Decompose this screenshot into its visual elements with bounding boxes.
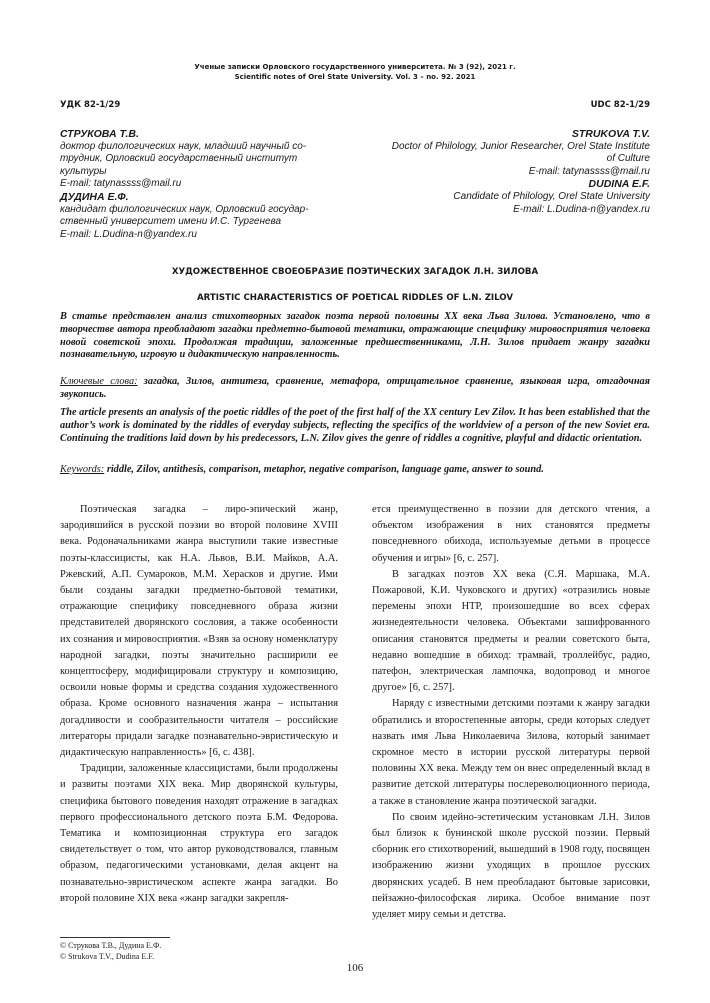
body-paragraph: В загадках поэтов XX века (С.Я. Маршака, М.А. Пожаровой, К.И. Чуковского и других) «отразились новые перемены эпохи НТР, произошедшие во всех сферах жизнедеятельности человека. Объектами зашифрованного описания становятся предметы и реалии советского быта, недавно вошедшие в обиход: трамвай, троллейбус, радио, патефон, электрическая лампочка, водопровод и многое другое» [6, с. 257].: [372, 568, 650, 694]
author2-name-en: DUDINA E.F.: [588, 178, 650, 191]
journal-header: [0, 62, 710, 82]
author2-affiliation-ru-line2: ственный университет имени И.С. Тургенева: [60, 216, 282, 228]
article-title-ru: ХУДОЖЕСТВЕННОЕ СВОЕОБРАЗИЕ ПОЭТИЧЕСКИХ ЗАГАДОК Л.Н. ЗИЛОВА: [171, 267, 539, 277]
author1-email-ru: E-mail: tatynassss@mail.ru: [60, 178, 182, 190]
keywords-ru-text: загадка, Зилов, антитеза, сравнение, метафора, отрицательное сравнение, языковая игра, отгадочная звукопись.: [60, 376, 650, 400]
author2-email-en: E-mail: L.Dudina-n@yandex.ru: [513, 203, 650, 215]
body-paragraph: По своим идейно-эстетическим установкам Л.Н. Зилов был близок к бунинской школе русской поэзии. Первый сборник его стихотворений, вышедший в 1908 году, посвящен изображению жизни уходящих в прошлое русских дворянских усадеб. В нем преобладают бытовые зарисовки, пейзажно-философская лирика. Особое внимание поэт уделяет миру семьи и детства.: [372, 811, 650, 921]
author1-affiliation-en-line1: Doctor of Philology, Junior Researcher, Orel State Institute: [391, 140, 650, 152]
keywords-ru-label: Ключевые слова:: [60, 376, 138, 387]
authors-en-block: [350, 128, 650, 216]
footnote-divider: [60, 937, 170, 938]
author2-email-ru: E-mail: L.Dudina-n@yandex.ru: [60, 228, 197, 240]
body-paragraph-continued: ется преимущественно в поэзии для детского чтения, а объектом изображения в них становятся предметы повседневного обихода, используемые детьми в процессе обучения и игры» [6, с. 257].: [372, 504, 650, 564]
copyright-ru: © Струкова Т.В., Дудина Е.Ф.: [60, 941, 162, 950]
abstract-en: The article presents an analysis of the poetic riddles of the poet of the first half of the XX century Lev Zilov. It has been established that the author’s work is dominated by the riddles of everyday subjects, reflecting the specifics of the worldview of a person of the new Soviet era. Continuing the traditions laid down by his predecessors, L.N. Zilov gives the genre of riddles a cognitive, playful and didactic orientation.: [60, 407, 650, 444]
body-paragraph: Наряду с известными детскими поэтами к жанру загадки обратились и второстепенные авторы, среди которых следует назвать имя Льва Николаевича Зилова, который занимает скромное место в истории русской литературы первой половины XX века. Между тем он внес определенный вклад в развитие детской литературы послереволюционного периода, а также в становление жанра поэтической загадки.: [372, 698, 650, 807]
author1-affiliation-en-line2: of Culture: [606, 153, 650, 165]
author1-affiliation-ru-line2: трудник, Орловский государственный институт: [60, 153, 298, 165]
udc-en: UDC 82-1/29: [590, 100, 650, 110]
keywords-ru: [60, 376, 650, 402]
article-title-en: ARTISTIC CHARACTERISTICS OF POETICAL RIDDLES OF L.N. ZILOV: [196, 293, 514, 303]
author1-affiliation-ru-line1: доктор филологических наук, младший научный со-: [60, 140, 307, 152]
journal-header-en: Scientific notes of Orel State University. Vol. 3 – no. 92. 2021: [234, 73, 476, 81]
author2-name-ru: ДУДИНА Е.Ф.: [60, 190, 129, 203]
page-number: 106: [346, 962, 364, 974]
body-column-left: [60, 502, 338, 907]
copyright-en: © Strukova T.V., Dudina E.F.: [60, 951, 155, 961]
author1-name-en: STRUKOVA T.V.: [571, 128, 650, 140]
journal-header-ru: Ученые записки Орловского государственного университета. № 3 (92), 2021 г.: [194, 63, 516, 71]
body-paragraph: Традиции, заложенные классицистами, были продолжены и развиты поэтами XIX века. Мир дворянской культуры, специфика бытового поведения находят отражение в загадках первого профессионального детского поэта Б.М. Федорова. Тематика и композиционная структура его загадок свидетельствует о том, что автор руководствовался, главным образом, педагогическими установками, делая акцент на познавательно-эвристическом аспекте жанра загадки. Во второй половине XIX века «жанр загадки закрепля-: [60, 763, 338, 904]
author1-email-en: E-mail: tatynassss@mail.ru: [528, 165, 650, 177]
copyright-footnotes: [60, 941, 161, 962]
author2-affiliation-ru-line1: кандидат филологических наук, Орловский государ-: [60, 203, 309, 215]
authors-ru-block: [60, 128, 360, 241]
body-paragraph: Поэтическая загадка – лиро-эпический жанр, зародившийся в русской поэзии во второй половине XVIII века. Родоначальниками жанра выступили такие известные поэты-классицисты, как Н.А. Львов, В.И. Майков, А.А. Ржевский, А.П. Сумароков, М.М. Херасков и другие. Ими были созданы загадки предметно-бытовой тематики, отражающие специфику повседневного образа жизни представителей дворянского сословия, а также особенности их сознания и мировосприятия. «Взяв за основу номенклатуру народной загадки, поэты значительно расширили ее концептосферу, модифицировали структуру и композицию, освоили новые формы и средства создания художественного образа. Кроме основного назначения жанра – испытания догадливости и сообразительности читателя – российские литераторы придали загадке познавательно-эвристическую и дидактическую направленность» [6, с. 438].: [60, 504, 338, 759]
author1-affiliation-ru-line3: культуры: [60, 165, 107, 177]
author2-affiliation-en-line1: Candidate of Philology, Orel State University: [453, 190, 650, 202]
body-column-right: [372, 502, 650, 923]
keywords-en-label: Keywords:: [60, 464, 105, 475]
keywords-en: [60, 464, 650, 477]
keywords-en-text: riddle, Zilov, antithesis, comparison, metaphor, negative comparison, language game, answer to sound.: [106, 464, 544, 475]
abstract-ru: В статье представлен анализ стихотворных загадок поэта первой половины XX века Льва Зилова. Установлено, что в творчестве автора преобладают загадки предметно-бытовой тематики, отражающие специфику мировосприятия человека новой советской эпохи. Продолжая традиции, заложенные предшественниками, Л.Н. Зилов придает жанру загадки познавательную, игровую и дидактическую направленность.: [60, 311, 650, 361]
author1-name-ru: СТРУКОВА Т.В.: [60, 128, 139, 140]
udc-ru: УДК 82-1/29: [60, 100, 121, 110]
